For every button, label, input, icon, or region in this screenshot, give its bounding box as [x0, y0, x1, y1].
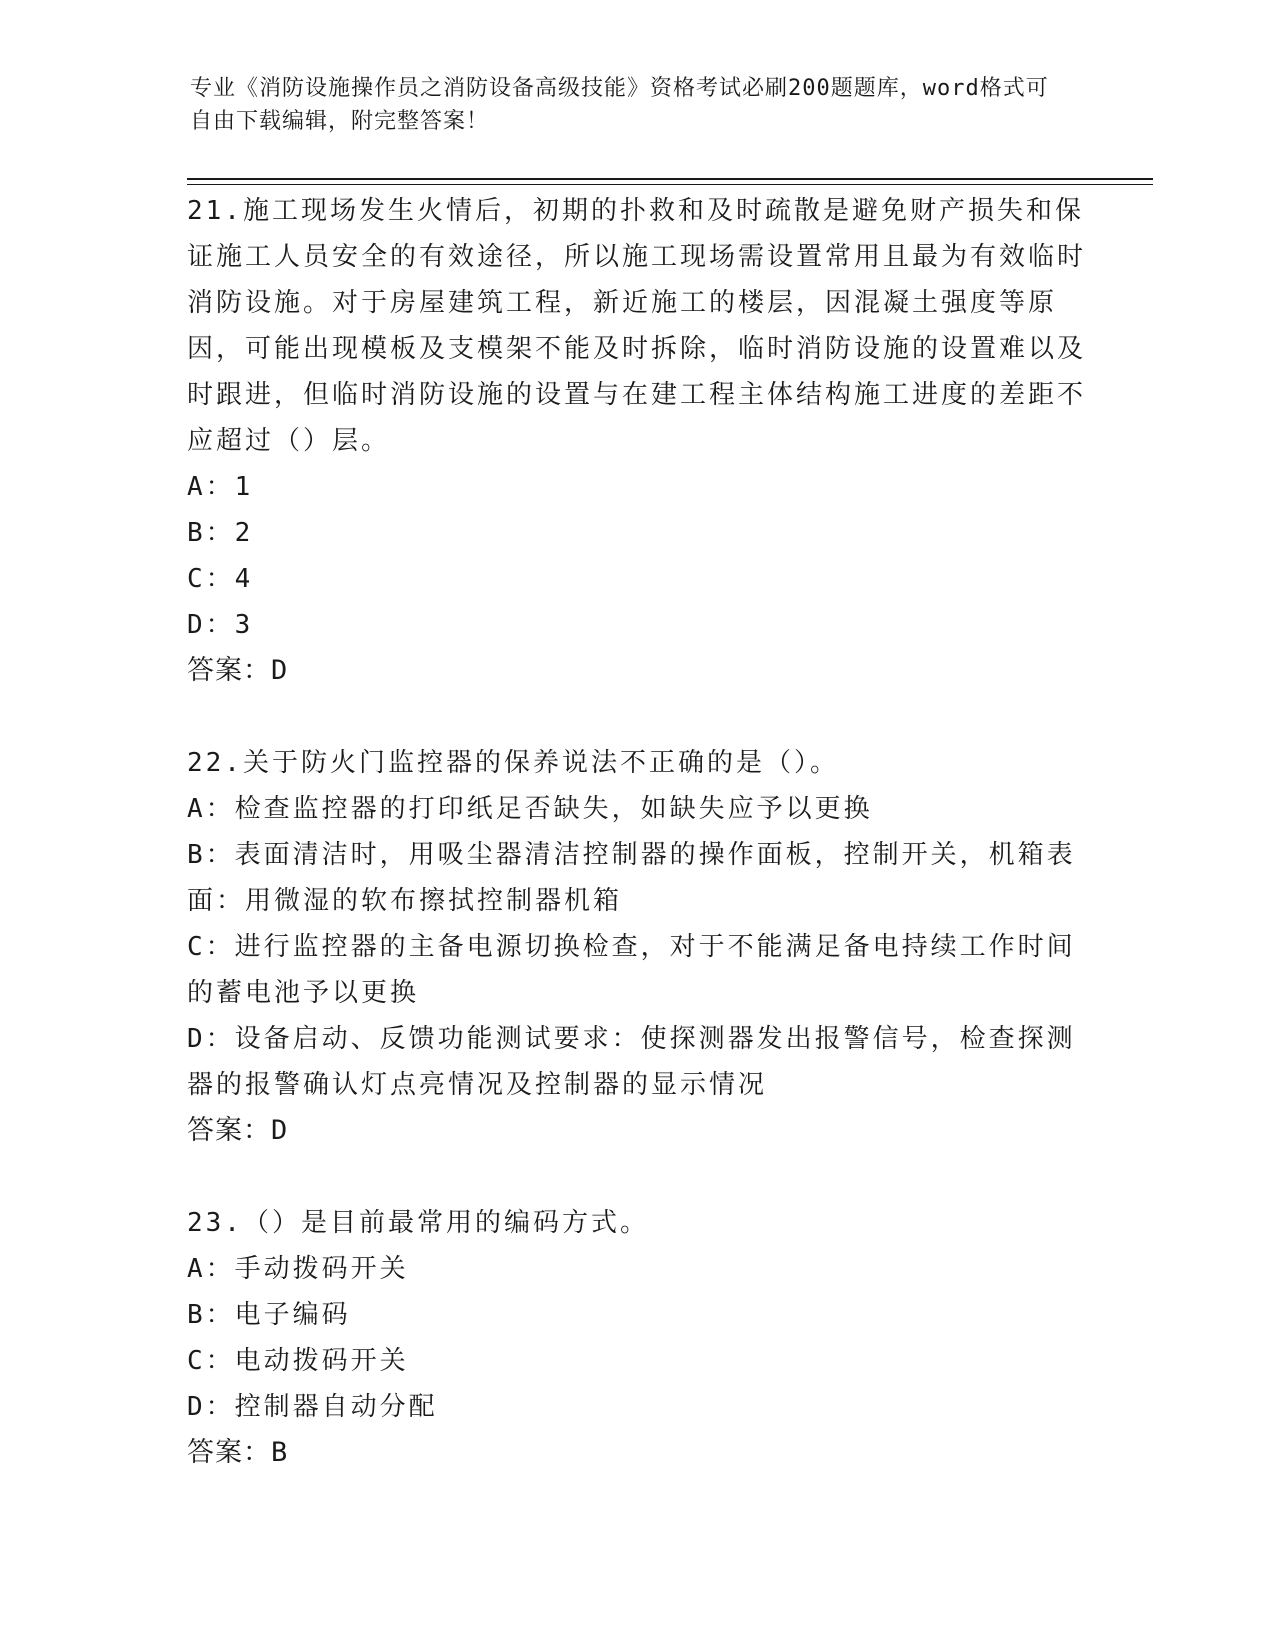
answer: 答案：D: [187, 1115, 289, 1146]
question-stem: 22.关于防火门监控器的保养说法不正确的是（）。: [187, 748, 839, 778]
question-22: [187, 740, 1087, 1154]
option-b: B：电子编码: [187, 1300, 351, 1330]
option-c: C：电动拨码开关: [187, 1346, 409, 1376]
option-d: D：控制器自动分配: [187, 1392, 438, 1422]
question-list: [187, 188, 1087, 1522]
option-a: A：手动拨码开关: [187, 1254, 409, 1284]
question-21: [187, 188, 1087, 694]
option-d: D：设备启动、反馈功能测试要求：使探测器发出报警信号，检查探测器的报警确认灯点亮情况及控制器的显示情况: [187, 1024, 1076, 1100]
option-c: C：4: [187, 564, 254, 594]
answer: 答案：B: [187, 1437, 289, 1468]
question-23: [187, 1200, 1087, 1476]
answer: 答案：D: [187, 655, 289, 686]
option-b: B：表面清洁时，用吸尘器清洁控制器的操作面板，控制开关，机箱表面：用微湿的软布擦拭控制器机箱: [187, 840, 1076, 916]
question-stem: 21.施工现场发生火情后，初期的扑救和及时疏散是避免财产损失和保证施工人员安全的有效途径，所以施工现场需设置常用且最为有效临时消防设施。对于房屋建筑工程，新近施工的楼层，因混凝土强度等原因，可能出现模板及支模架不能及时拆除，临时消防设施的设置难以及时跟进，但临时消防设施的设置与在建工程主体结构施工进度的差距不应超过（）层。: [187, 196, 1087, 456]
option-a: A：1: [187, 472, 254, 502]
header-rule-thin: [187, 184, 1153, 185]
question-stem: 23.（）是目前最常用的编码方式。: [187, 1208, 649, 1238]
option-b: B：2: [187, 518, 254, 548]
document-header: 专业《消防设施操作员之消防设备高级技能》资格考试必刷200题题库，word格式可自由下载编辑，附完整答案！: [190, 76, 1049, 134]
option-a: A：检查监控器的打印纸足否缺失，如缺失应予以更换: [187, 794, 873, 824]
option-c: C：进行监控器的主备电源切换检查，对于不能满足备电持续工作时间的蓄电池予以更换: [187, 932, 1076, 1008]
option-d: D：3: [187, 610, 254, 640]
header-rule-thick: [187, 178, 1153, 180]
